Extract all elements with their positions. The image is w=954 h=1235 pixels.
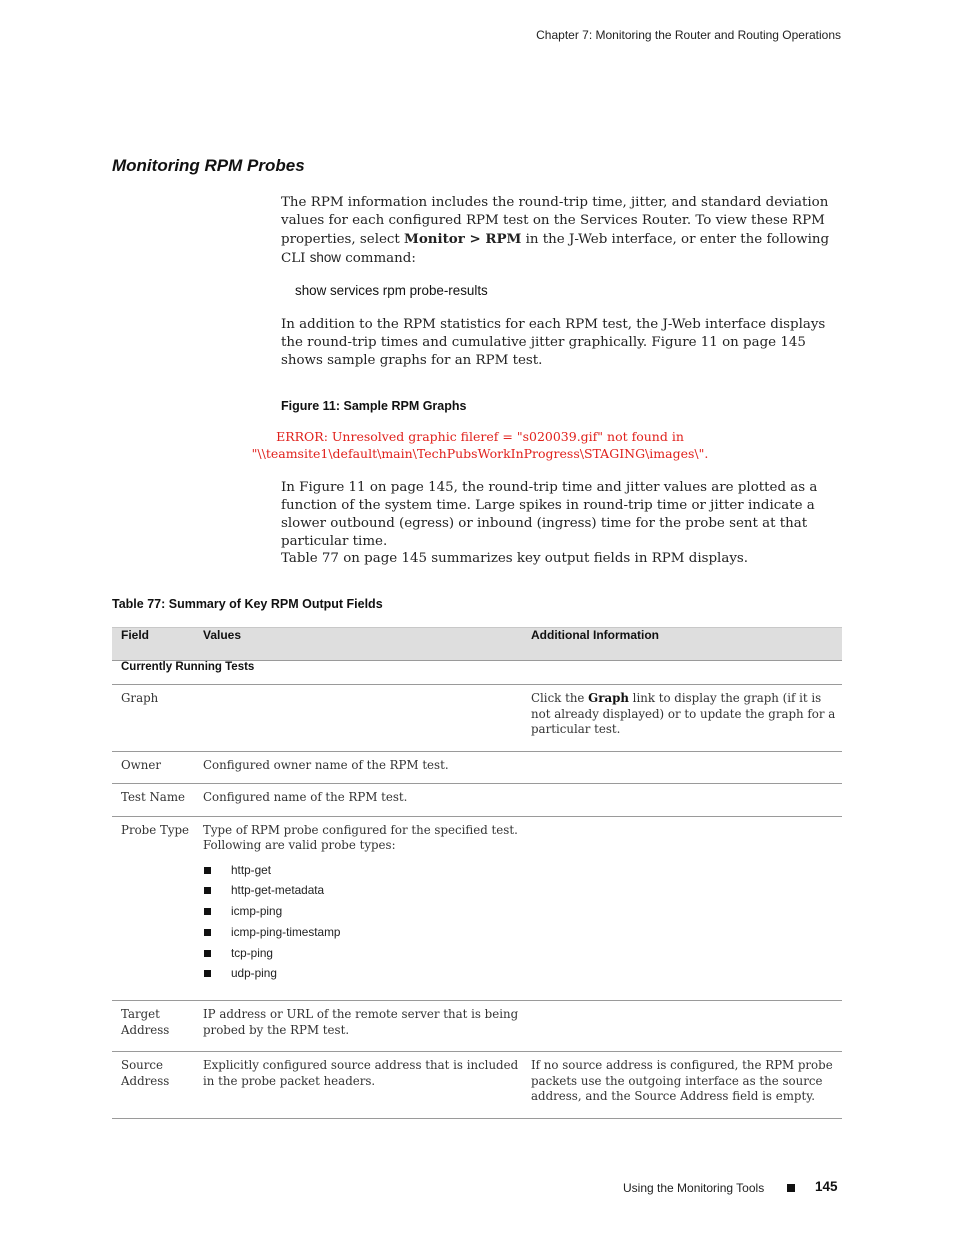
field-cell: Owner [112, 751, 203, 784]
info-cell [531, 784, 842, 817]
show-command-word: show [309, 250, 341, 265]
error-line-2: "\\teamsite1\default\main\TechPubsWorkInProgress\STAGING\images\". [251, 446, 709, 461]
table-row [112, 751, 842, 784]
list-item: icmp-ping-timestamp [203, 925, 519, 946]
intro-text-a: The RPM information includes the round-trip time, jitter, and standard deviation values for each configured RPM test on the Services Router. To view these RPM properties, select [281, 195, 829, 247]
info-text-a: Click the [531, 691, 589, 705]
subheading-currently-running-tests: Currently Running Tests [112, 661, 842, 685]
info-cell [531, 685, 842, 752]
graph-link-name: Graph [588, 691, 629, 705]
header-field: Field [121, 628, 150, 642]
bullet-square-icon [204, 908, 211, 915]
table-row [112, 685, 842, 752]
field-cell: Graph [112, 685, 203, 752]
figure-caption: Figure 11: Sample RPM Graphs [281, 399, 467, 413]
bullet-square-icon [204, 929, 211, 936]
page-number: 145 [815, 1179, 838, 1194]
footer-square-icon [787, 1184, 795, 1192]
info-cell [531, 816, 842, 1001]
values-cell [203, 816, 531, 1001]
error-line-1: ERROR: Unresolved graphic fileref = "s020039.gif" not found in [276, 429, 684, 444]
list-item: udp-ping [203, 966, 519, 987]
table-reference-paragraph: Table 77 on page 145 summarizes key output fields in RPM displays. [281, 551, 749, 566]
values-cell: Configured owner name of the RPM test. [203, 751, 531, 784]
rpm-output-fields-table [112, 627, 842, 1119]
list-item: tcp-ping [203, 946, 519, 967]
running-head: Chapter 7: Monitoring the Router and Routing Operations [536, 28, 841, 42]
info-cell [531, 751, 842, 784]
probe-type-list [203, 863, 519, 988]
unresolved-graphic-error [240, 428, 720, 462]
table-subheading-row [112, 661, 842, 685]
table-row [112, 784, 842, 817]
table-caption: Table 77: Summary of Key RPM Output Fields [112, 597, 383, 611]
intro-text-b: in the J-Web interface, or enter the following CLI [281, 232, 830, 266]
footer-section-title: Using the Monitoring Tools [623, 1181, 765, 1195]
field-cell: Probe Type [112, 816, 203, 1001]
values-cell [203, 685, 531, 752]
table-row [112, 1001, 842, 1052]
list-item: http-get-metadata [203, 883, 519, 904]
table-header-row [112, 628, 842, 661]
cli-command: show services rpm probe-results [295, 283, 488, 298]
values-cell: Explicitly configured source address that is included in the probe packet headers. [203, 1052, 531, 1119]
table-row [112, 1052, 842, 1119]
info-cell: If no source address is configured, the RPM probe packets use the outgoing interface as the source address, and the Source Address field is empty. [531, 1052, 842, 1119]
bullet-square-icon [204, 950, 211, 957]
field-cell: Target Address [112, 1001, 203, 1052]
bullet-square-icon [204, 867, 211, 874]
field-cell: Test Name [112, 784, 203, 817]
header-additional-info: Additional Information [531, 628, 659, 642]
figure-description-paragraph: In Figure 11 on page 145, the round-trip time and jitter values are plotted as a function of the system time. Large spikes in round-trip time or jitter indicate a slower outbound (egress) or inbound (ingress) time for the probe sent at that particular time. [281, 480, 818, 549]
bullet-square-icon [204, 970, 211, 977]
values-cell: IP address or URL of the remote server that is being probed by the RPM test. [203, 1001, 531, 1052]
table-row [112, 816, 842, 1001]
info-text-c: link to display the graph (if it is not already displayed) or to update the graph for a particular test. [531, 691, 836, 736]
list-item: icmp-ping [203, 904, 519, 925]
list-item: http-get [203, 863, 519, 884]
menu-path: Monitor > RPM [404, 231, 522, 247]
values-cell: Configured name of the RPM test. [203, 784, 531, 817]
probe-type-description: Type of RPM probe configured for the specified test. Following are valid probe types: [203, 822, 518, 852]
info-cell [531, 1001, 842, 1052]
field-cell: Source Address [112, 1052, 203, 1119]
bullet-square-icon [204, 887, 211, 894]
intro-paragraph [281, 194, 843, 268]
header-values: Values [203, 628, 242, 642]
graphs-paragraph: In addition to the RPM statistics for each RPM test, the J-Web interface displays the round-trip times and cumulative jitter graphically. Figure 11 on page 145 shows sample graphs for an RPM test. [281, 317, 826, 368]
intro-text-c: command: [340, 251, 416, 266]
section-heading: Monitoring RPM Probes [112, 156, 305, 175]
